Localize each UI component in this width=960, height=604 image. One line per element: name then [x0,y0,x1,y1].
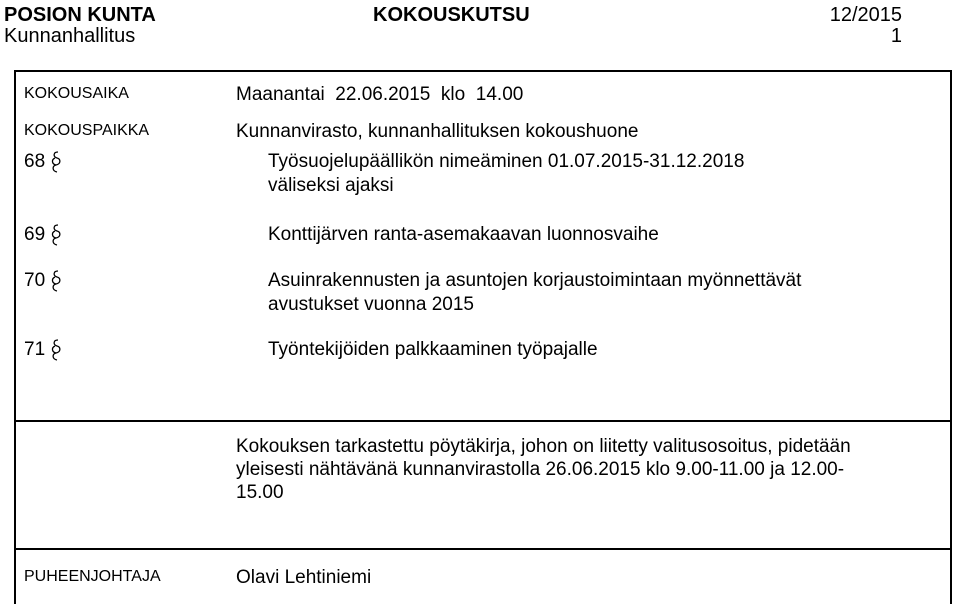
page-number: 1 [890,25,902,47]
item-69-title: Konttijärven ranta-asemakaavan luonnosvaihe [268,224,659,245]
item-71-number: 71 [24,339,46,360]
notice-line1: Kokouksen tarkastettu pöytäkirja, johon on liitetty valitusosoitus, pidetään [236,436,851,457]
meeting-time-value: Maanantai 22.06.2015 klo 14.00 [236,84,524,105]
meeting-time-label: KOKOUSAIKA [24,85,129,102]
section-sign-icon [50,221,62,254]
item-70-title-line1: Asuinrakennusten ja asuntojen korjaustoimintaan myönnettävät [268,270,802,291]
item-69-number: 69 [24,224,46,245]
item-68-number: 68 [24,151,46,172]
document-type: KOKOUSKUTSU [373,4,530,26]
governing-body: Kunnanhallitus [4,25,136,47]
meeting-place-label: KOKOUSPAIKKA [24,122,150,139]
section-sign-icon [50,148,62,181]
notice-line2: yleisesti nähtävänä kunnanvirastolla 26.06.2015 klo 9.00-11.00 ja 12.00- [236,459,845,480]
meeting-place-value: Kunnanvirasto, kunnanhallituksen kokoushuone [236,121,639,142]
item-68-title-line2: väliseksi ajaksi [268,175,394,196]
org-name: POSION KUNTA [4,4,156,26]
item-70-title-line2: avustukset vuonna 2015 [268,294,474,315]
section-sign-icon [50,267,62,300]
chair-name: Olavi Lehtiniemi [236,567,372,588]
meeting-number: 12/2015 [829,4,902,26]
notice-line3: 15.00 [236,482,284,503]
item-70-number: 70 [24,270,46,291]
section-sign-icon [50,336,62,369]
item-71-title: Työntekijöiden palkkaaminen työpajalle [268,339,598,360]
chair-label: PUHEENJOHTAJA [24,568,161,585]
item-68-title-line1: Työsuojelupäällikön nimeäminen 01.07.2015-31.12.2018 [268,151,745,172]
